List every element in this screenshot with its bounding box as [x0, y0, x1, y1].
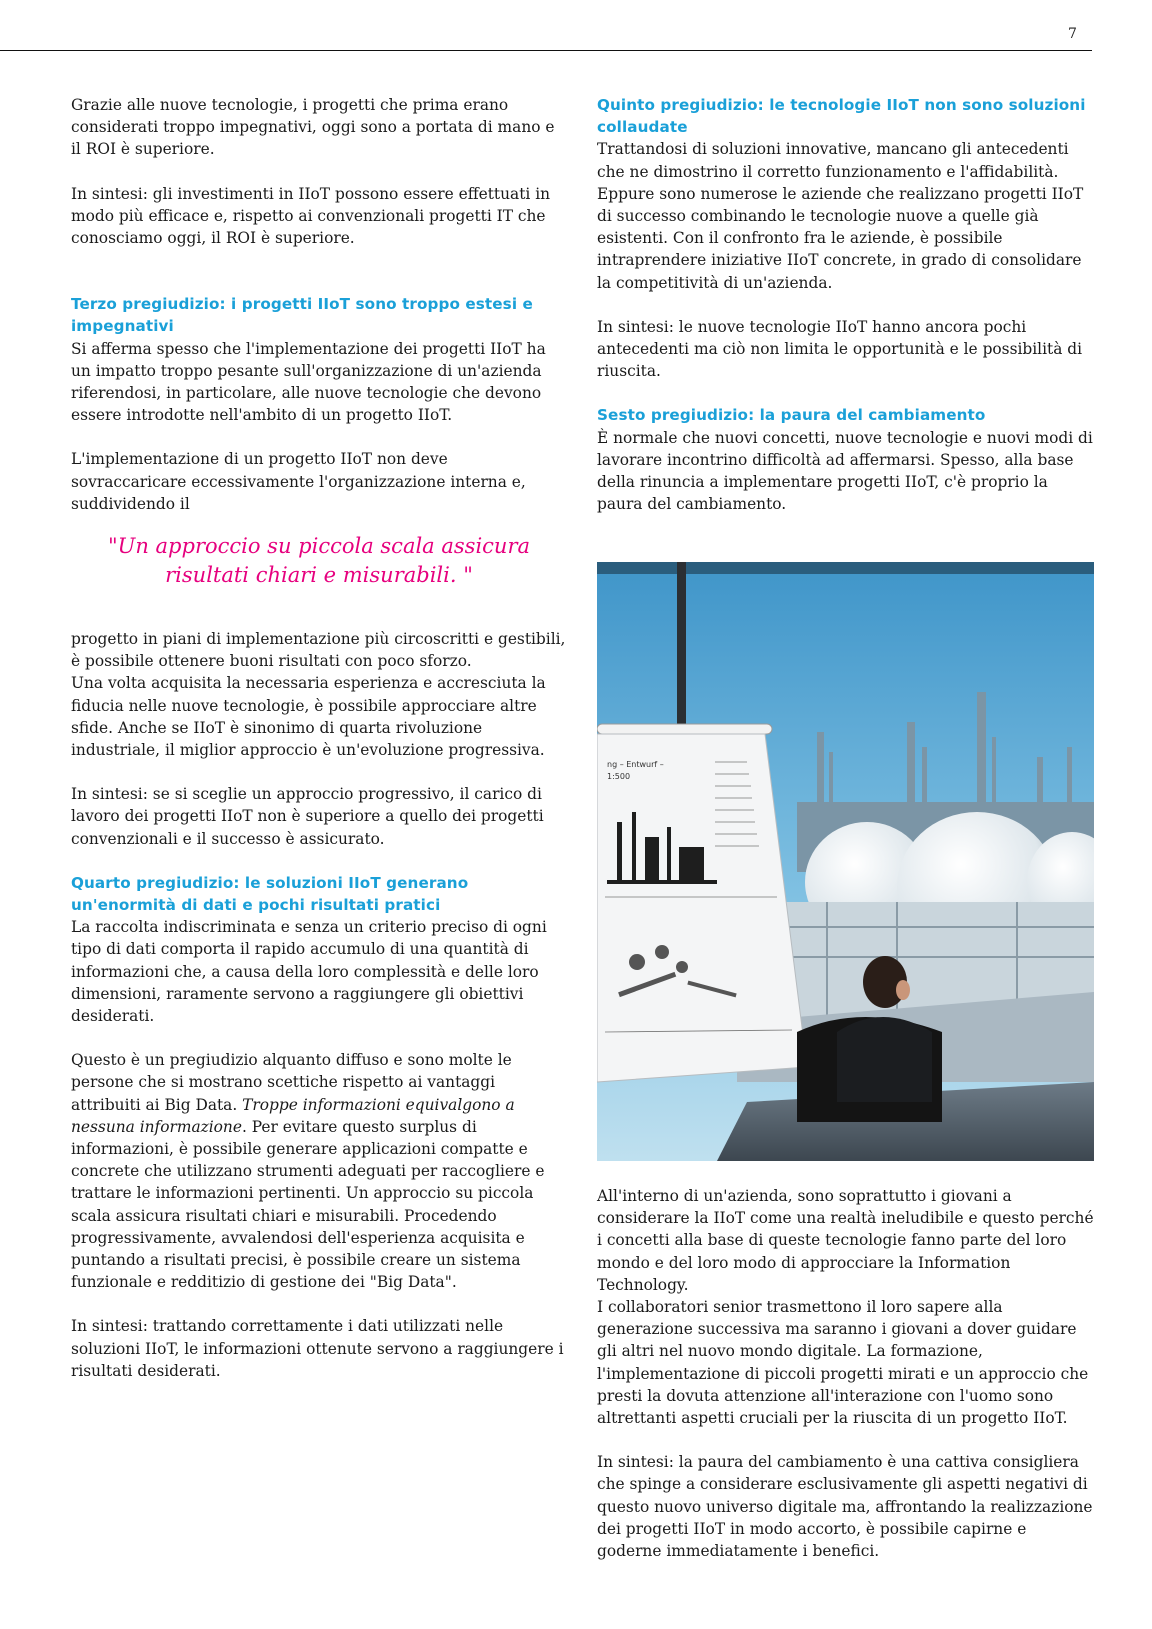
paragraph: All'interno di un'azienda, sono soprattutto i giovani a considerare la IIoT come una realtà ineludibile e questo perché i concetti alla base di queste tecnologie fanno parte del loro mondo e del loro modo di approcciare la Information Technology.	[597, 1187, 1094, 1294]
paragraph: È normale che nuovi concetti, nuove tecnologie e nuovi modi di lavorare incontrino difficoltà ad affermarsi. Spesso, alla base della rinuncia a implementare progetti IIoT, c'è proprio la paura del cambiamento.	[597, 428, 1093, 514]
text-run: Questo è un pregiudizio alquanto diffuso e sono molte le persone che si mostrano scettiche rispetto ai vantaggi attribuiti ai Big Data.	[71, 1051, 512, 1114]
summary-paragraph: In sintesi: trattando correttamente i dati utilizzati nelle soluzioni IIoT, le informazioni ottenute servono a raggiungere i risultati desiderati.	[71, 1317, 564, 1380]
text-run: . Per evitare questo surplus di informazioni, è possibile generare applicazioni compatte e concrete che utilizzano strumenti adeguati per raccogliere e trattare le informazioni pertinenti. Un approccio su piccola scala assicura risultati chiari e misurabili. Procedendo progressivamente, avvalendosi dell'esperienza acquisita e puntando a risultati precisi, è possibile creare un sistema funzionale e redditizio di gestione dei "Big Data".	[71, 1117, 545, 1292]
section-heading-sesto: Sesto pregiudizio: la paura del cambiamento	[597, 406, 986, 425]
paragraph: La raccolta indiscriminata e senza un criterio preciso di ogni tipo di dati comporta il rapido accumulo di una quantità di informazioni che, a causa della loro complessità e delle loro dimensioni, raramente servono a raggiungere gli obiettivi desiderati.	[71, 918, 547, 1026]
window-frame	[677, 562, 686, 747]
section-heading-quinto: Quinto pregiudizio: le tecnologie IIoT non sono soluzioni collaudate	[597, 96, 1086, 137]
paragraph: Una volta acquisita la necessaria esperienza e accresciuta la fiducia nelle nuove tecnologie, è possibile approcciare altre sfide. Anche se IIoT è sinonimo di quarta rivoluzione industriale, il miglior approccio è un'evoluzione progressiva.	[71, 674, 546, 760]
paragraph: Trattandosi di soluzioni innovative, mancano gli antecedenti che ne dimostrino il corretto funzionamento e l'affidabilità. Eppure sono numerose le aziende che realizzano progetti IIoT di successo combinando le tecnologie nuove a quelle già esistenti. Con il confronto fra le aziende, è possibile intraprendere iniziative IIoT concrete, in grado di consolidare la competitività di un'azienda.	[597, 140, 1084, 292]
page-number: 7	[1068, 26, 1077, 42]
pull-quote-line: "Un approccio su piccola scala assicura	[107, 534, 531, 558]
summary-paragraph: In sintesi: la paura del cambiamento è una cattiva consigliera che spinge a considerare esclusivamente gli aspetti negativi di questo nuovo universo digitale ma, affrontando la realizzazione dei progetti IIoT in modo accorto, è possibile capirne e goderne immediatamente i benefici.	[597, 1453, 1093, 1561]
summary-paragraph: In sintesi: gli investimenti in IIoT possono essere effettuati in modo più efficace e, rispetto ai convenzionali progetti IT che conosciamo oggi, il ROI è superiore.	[71, 184, 551, 248]
summary-paragraph: In sintesi: le nuove tecnologie IIoT hanno ancora pochi antecedenti ma ciò non limita le opportunità e le possibilità di riuscita.	[597, 317, 1083, 381]
italic-phrase: Troppe informazioni equivalgono a nessuna informazione	[71, 1095, 515, 1136]
left-column-top	[71, 94, 567, 515]
section-heading-terzo: Terzo pregiudizio: i progetti IIoT sono troppo estesi e impegnativi	[71, 295, 533, 336]
paragraph-big-data	[71, 1049, 567, 1293]
left-column-bottom	[71, 628, 567, 1382]
header-rule	[0, 50, 1092, 51]
paragraph: Grazie alle nuove tecnologie, i progetti che prima erano considerati troppo impegnativi, oggi sono a portata di mano e il ROI è superiore.	[71, 96, 555, 159]
photo-industrial-plant-meeting	[597, 562, 1094, 1161]
pull-quote-line: risultati chiari e misurabili. "	[165, 563, 473, 587]
pull-quote	[71, 532, 567, 590]
summary-paragraph: In sintesi: se si sceglie un approccio progressivo, il carico di lavoro dei progetti IIoT non è superiore a quello dei progetti convenzionali e il successo è assicurato.	[71, 785, 544, 848]
section-heading-quarto: Quarto pregiudizio: le soluzioni IIoT generano un'enormità di dati e pochi risultati pratici	[71, 873, 469, 915]
flipchart-scale: 1:500	[607, 772, 631, 781]
flipchart-caption: ng – Entwurf –	[607, 760, 664, 769]
paragraph: I collaboratori senior trasmettono il loro sapere alla generazione successiva ma saranno i giovani a dover guidare gli altri nel nuovo mondo digitale. La formazione, l'implementazione di piccoli progetti mirati e un approccio che presti la dovuta attenzione all'interazione con l'uomo sono altrettanti aspetti cruciali per la riuscita di un progetto IIoT.	[597, 1298, 1089, 1428]
person-hand	[896, 980, 910, 1000]
paragraph: L'implementazione di un progetto IIoT non deve sovraccaricare eccessivamente l'organizzazione interna e, suddividendo il	[71, 450, 526, 513]
right-column-top	[597, 94, 1094, 515]
paragraph: Si afferma spesso che l'implementazione dei progetti IIoT ha un impatto troppo pesante sull'organizzazione di un'azienda riferendosi, in particolare, alle nuove tecnologie che devono essere introdotte nell'ambito di un progetto IIoT.	[71, 339, 546, 425]
ceiling	[597, 562, 1094, 574]
person-suit	[837, 1017, 932, 1102]
paragraph: progetto in piani di implementazione più circoscritti e gestibili, è possibile ottenere buoni risultati con poco sforzo.	[71, 630, 566, 671]
right-column-bottom	[597, 1185, 1094, 1562]
